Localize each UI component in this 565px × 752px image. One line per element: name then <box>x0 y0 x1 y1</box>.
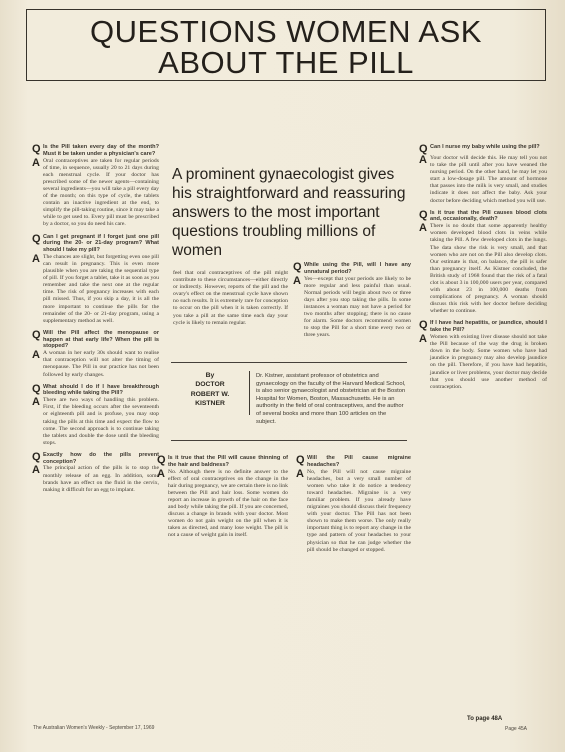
q-marker: Q <box>293 262 302 273</box>
q-marker: Q <box>32 144 41 155</box>
a-marker: A <box>32 156 40 169</box>
byline <box>171 371 250 415</box>
divider-rule <box>171 362 407 363</box>
column-2-top: feel that oral contraceptives of the pill might contribute to these circumstances—either directly or indirectly. However, reports of the pill and the ovary's effect on the menstrual cycle have shown no such results. It is extremely rare for conception to occur on the pill when it is taken correctly. If you take a pill at the same time each day your cycle is likely to remain regular. <box>173 270 288 326</box>
question-text: What should I do if I have breakthrough bleeding while taking the Pill? <box>43 383 159 397</box>
page-number: Page 45A <box>505 726 527 732</box>
continued-on-link[interactable]: To page 48A <box>467 716 503 722</box>
question-text: Is it true that the Pill will cause thinning of the hair and baldness? <box>168 455 288 468</box>
byline-by: By <box>205 372 215 379</box>
qa-item-7 <box>419 210 547 316</box>
q-marker: Q <box>32 450 41 463</box>
a-marker: A <box>293 274 301 287</box>
q-marker: Q <box>296 455 305 466</box>
headline-line-2: ABOUT THE PILL <box>158 45 414 80</box>
q-marker: Q <box>32 232 41 245</box>
column-3-top <box>293 262 411 358</box>
answer-text: No. Although there is no definite answer to the effect of oral contraceptives on the change in the hair during pregnancy, we are certain there is no link between the Pill and hair loss. Some women do report an increase in growth of the hair on the face and body while taking the pill. If you are concerned, discuss a change in brands with your doctor. Most women do not gain weight on the pill when it is taken as directed, and many lose weight. The pill is not a cause of weight gain in itself. <box>168 468 288 539</box>
qa-item-3 <box>32 330 159 379</box>
deck-text: A prominent gynaecologist gives his straightforward and reassuring answers to the most important questions troubling millions of women <box>172 166 406 259</box>
qa-item-2 <box>32 234 159 325</box>
headline-line-1: QUESTIONS WOMEN ASK <box>90 14 482 49</box>
qa-item-8 <box>419 320 547 390</box>
byline-name: ROBERT W. <box>190 390 230 398</box>
answer-text: The principal action of the pills is to stop the monthly release of an egg. In addition, some brands have an effect on the fluid in the cervix, making it difficult for an egg to implant. <box>43 465 159 493</box>
answer-text: A woman in her early 30s should want to realise that contraception will not alter the timing of menopause. The Pill in our practice has not been followed by early changes. <box>43 350 159 378</box>
a-marker: A <box>32 396 40 409</box>
q-marker: Q <box>419 208 428 221</box>
a-marker: A <box>419 154 427 166</box>
question-text: Will the Pill affect the menopause or happen at that early life? When the pill is stopped? <box>43 329 159 350</box>
a-marker: A <box>32 252 40 265</box>
question-text: Exactly how do the pills prevent conception? <box>43 451 159 465</box>
qa-item-6 <box>419 144 547 205</box>
answer-text: Yes—except that your periods are likely to be more regular and less painful than usual. Normal periods will begin about two or three days after you stop taking the pills. In some instances a woman may not have a period for two months after stopping; there is no cause for alarm. Some doctors recommend women to stop the Pill for a short time every two or three years. <box>304 275 411 339</box>
question-text: Is the Pill taken every day of the month? Must it be taken under a physician's care? <box>43 144 159 157</box>
q-marker: Q <box>32 328 41 341</box>
a-marker: A <box>32 349 40 362</box>
divider-rule <box>171 440 407 441</box>
a-marker: A <box>157 467 165 480</box>
qa-item-5 <box>32 452 159 494</box>
column-3-lower <box>296 455 411 720</box>
author-bio: Dr. Kistner, assistant professor of obstetrics and gynaecology on the faculty of the Harvard Medical School, is also senior gynaecologist and obstetrician at the Boston Hospital for Women, Boston, Massachusetts. He is an authority in the field of oral contraceptives, and the author of several books and more than 100 articles on the subject. <box>256 373 406 425</box>
column-1 <box>32 144 159 724</box>
answer-text: There are two ways of handling this problem. First, if the bleeding occurs after the seventeenth or eighteenth pill and is profuse, you may stop taking the pills at this time and expect the flow to come. The second approach is to continue taking the tablets and double the dose until the bleeding stops. <box>43 397 159 446</box>
q-marker: Q <box>157 455 166 466</box>
byline-title: DOCTOR <box>195 381 225 389</box>
column-4 <box>419 144 547 712</box>
footer-publication: The Australian Women's Weekly - September 17, 1969 <box>33 725 155 731</box>
qa-item-4 <box>32 384 159 447</box>
answer-text: There is no doubt that some apparently healthy women developed blood clots in veins while taking the Pill. A few developed clots in the lungs. The data show the risk is very small, and that women who are not on the Pill also develop clots. Our estimate is that, on balance, the pill is safer than pregnancy itself. As Kistner concluded, the British study of 1968 found that the risk of a fatal clot is about 3 in 100,000 users per year, compared with about 23 in 100,000 deaths from complications of pregnancy. A woman should discuss this risk with her doctor before deciding whether to continue. <box>430 223 547 315</box>
a-marker: A <box>296 467 304 480</box>
question-text: While using the Pill, will I have any unnatural period? <box>304 262 411 275</box>
a-marker: A <box>419 333 427 346</box>
question-text: Can I nurse my baby while using the pill? <box>430 144 540 150</box>
headline <box>26 9 546 81</box>
q-marker: Q <box>419 319 428 332</box>
byline-surname: KISTNER <box>195 400 225 408</box>
column-2-lower <box>157 455 288 720</box>
answer-text: No, the Pill will not cause migraine headaches, but a very small number of women who take it do notice a tendency toward headaches. Migraine is a very familiar problem. If you already have migraines you should discuss their frequency with your doctor. The Pill has not been shown to make them worse. The only really important thing is to report any change in the type and pattern of your headaches to your physician so that he can judge whether the pill should be changed or stopped. <box>307 468 411 553</box>
answer-text: Oral contraceptives are taken for regular periods of time, in sequence, usually 20 to 21 days during each menstrual cycle. If your doctor has prescribed some of the newer agents—containing several ingredients—you will take a pill every day of the month; on this type of cycle, the tablets contain an inactive ingredient at the end, to simplify the pill-taking routine, since it may take a while to get used to. Every pill must be prescribed by a doctor, so you do need his care. <box>43 157 159 228</box>
q-marker: Q <box>32 382 41 395</box>
q-marker: Q <box>419 144 428 155</box>
answer-text: The chances are slight, but forgetting even one pill can result in pregnancy. This is even more plausible when you are taking the sequential type of pill. If you forget a tablet, take it as soon as you remember and take the next one at the regular time. The risk of pregnancy increases with each pill missed. Thus, if you skip a day, it is all the more important to continue the pills for the remainder of the 20- or 21-day program, using a supplementary method as well. <box>43 253 159 324</box>
answer-text: Your doctor will decide this. He may tell you not to take the pill until after you have weaned the nursing period. On the other hand, he may let you start a low-dosage pill. The amount of hormone that passes into the milk is very small, and studies indicate it does not affect the baby. Ask your doctor before deciding which method you will use. <box>430 155 547 204</box>
answer-text: Women with existing liver disease should not take the Pill because of the way the drug is broken down in the body. Some women who have had jaundice in pregnancy may also develop jaundice on the pill. Therefore, if you have had hepatitis, jaundice or liver problems, your doctor may decide that you should use another method of contraception. <box>430 334 547 390</box>
a-marker: A <box>419 222 427 235</box>
qa-item-1 <box>32 144 159 229</box>
a-marker: A <box>32 464 40 477</box>
question-text: If I have had hepatitis, or jaundice, should I take the Pill? <box>430 320 547 334</box>
question-text: Will the Pill cause migraine headaches? <box>307 455 411 468</box>
question-text: Can I get pregnant if I forget just one pill during the 20- or 21-day program? What should I take my pill? <box>43 233 159 254</box>
question-text: Is it true that the Pill causes blood clots and, occasionally, death? <box>430 209 547 223</box>
